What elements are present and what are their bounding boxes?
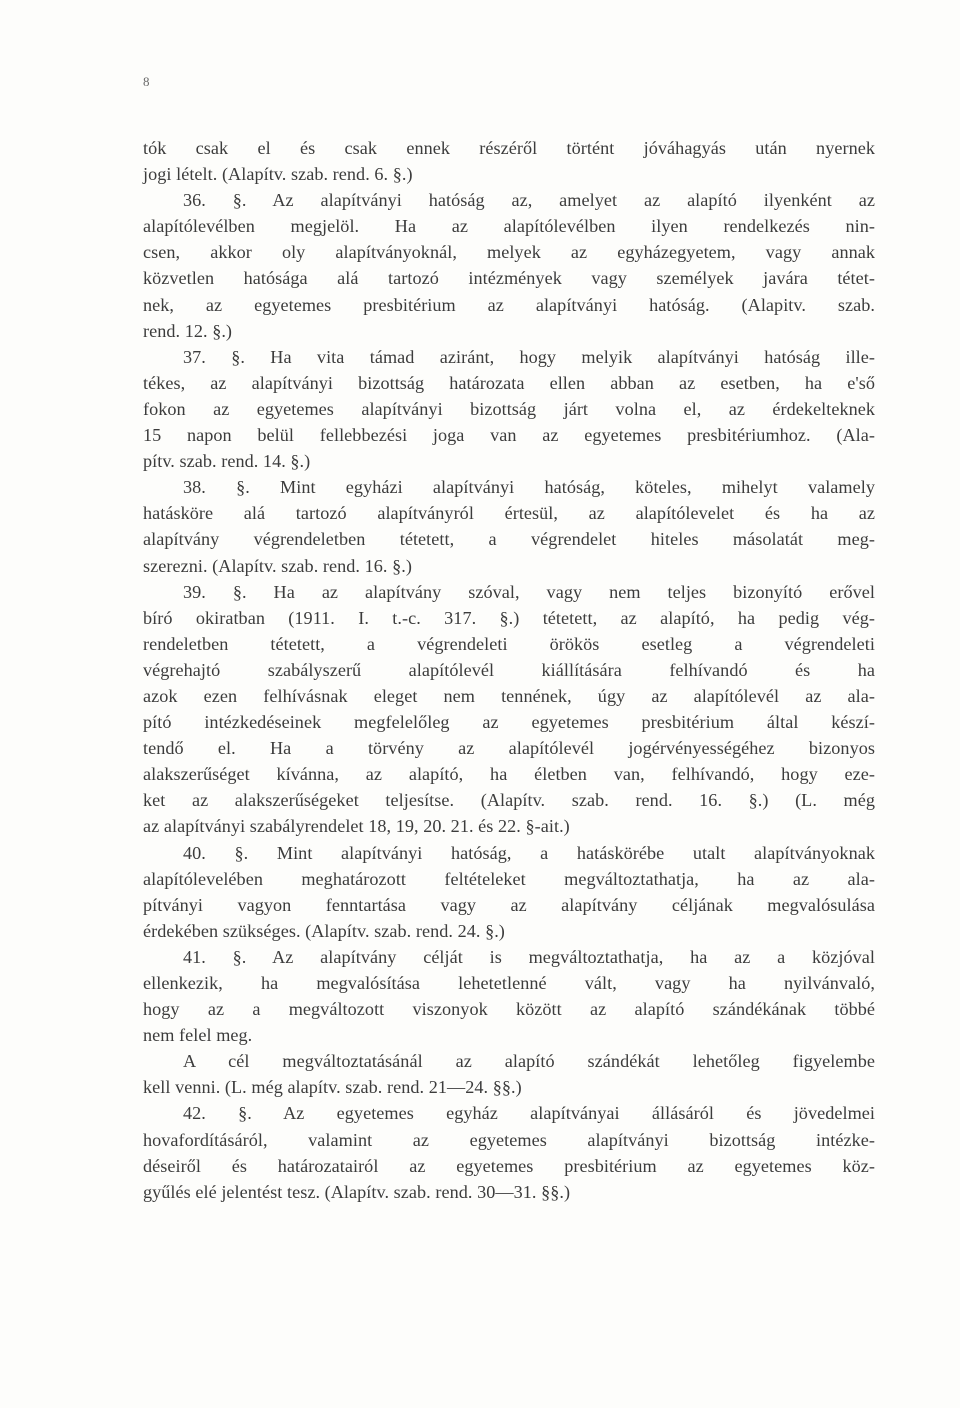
text-line: pítv. szab. rend. 14. §.) [143,451,311,472]
text-line: csen, akkor oly alapítványoknál, melyek az egyházegyetem, vagy annak [143,242,875,263]
text-line: A cél megváltoztatásánál az alapító szándékát lehetőleg figyelembe [183,1051,875,1072]
text-line: pító intézkedéseinek megfelelőleg az egyetemes presbitérium által készí- [143,712,875,733]
text-line: hatásköre alá tartozó alapítványról értesül, az alapítólevelet és ha az [143,503,875,524]
text-line: rendeletben tétetett, a végrendeleti örökös esetleg a végrendeleti [143,633,875,654]
text-line: 37. §. Ha vita támad aziránt, hogy melyik alapítványi hatóság ille- [183,346,875,367]
text-line: jogi lételt. (Alapítv. szab. rend. 6. §.) [143,164,413,185]
text-line: alapítólevélben megjelöl. Ha az alapítólevélben ilyen rendelkezés nin- [143,216,875,237]
text-line: azok ezen felhívásnak eleget nem tennének, úgy az alapítólevél az ala- [143,685,875,706]
text-line: szerezni. (Alapítv. szab. rend. 16. §.) [143,555,412,576]
text-line: 41. §. Az alapítvány célját is megváltoztathatja, ha az a közjóval [183,946,875,967]
text-line: alapítólevelében meghatározott feltételeket megváltoztathatja, ha az ala- [143,868,875,889]
text-line: nek, az egyetemes presbitérium az alapítványi hatóság. (Alapitv. szab. [143,294,875,315]
text-line: 36. §. Az alapítványi hatóság az, amelyet az alapító ilyenként az [183,190,875,211]
text-line: 42. §. Az egyetemes egyház alapítványai állásáról és jövedelmei [183,1103,875,1124]
text-line: nem felel meg. [143,1025,253,1046]
text-line: alapítvány végrendeletben tétetett, a végrendelet hiteles másolatát meg- [143,529,875,550]
text-line: rend. 12. §.) [143,320,233,341]
text-line: alakszerűséget kívánna, az alapító, ha életben van, felhívandó, hogy eze- [143,764,875,785]
text-line: hovafordításáról, valamint az egyetemes alapítványi bizottság intézke- [143,1129,875,1150]
text-line: ellenkezik, ha megvalósítása lehetetlenné vált, vagy ha nyilvánvaló, [143,973,875,993]
text-line: 39. §. Ha az alapítvány szóval, vagy nem teljes bizonyító erővel [183,581,875,602]
text-line: érdekében szükséges. (Alapítv. szab. rend. 24. §.) [143,920,505,941]
text-line: kell venni. (L. még alapítv. szab. rend. 21—24. §§.) [143,1077,522,1098]
body-text [143,135,875,1205]
text-line: gyűlés elé jelentést tesz. (Alapítv. szab. rend. 30—31. §§.) [143,1181,571,1202]
text-line: végrehajtó szabályszerű alapítólevél kiállítására felhívandó és ha [143,659,875,680]
text-line: fokon az egyetemes alapítványi bizottság járt volna el, az érdekelteknek [143,398,875,419]
page-mark: 8 [143,74,150,89]
text-line: 38. §. Mint egyházi alapítványi hatóság, köteles, mihelyt valamely [183,477,875,498]
text-line: tók csak el és csak ennek részéről történt jóváhagyás után nyernek [143,138,875,158]
text-line: az alapítványi szabályrendelet 18, 19, 20. 21. és 22. §-ait.) [143,816,570,837]
text-line: pítványi vagyon fenntartása vagy az alapítvány céljának megvalósulása [143,894,875,915]
text-line: déseiről és határozatairól az egyetemes presbitérium az egyetemes köz- [143,1155,875,1176]
text-line: bíró okiratban (1911. I. t.-c. 317. §.) tétetett, az alapító, ha pedig vég- [143,607,875,628]
text-line: 15 napon belül fellebbezési joga van az egyetemes presbitériumhoz. (Ala- [143,425,875,446]
text-line: 40. §. Mint alapítványi hatóság, a hatáskörébe utalt alapítványoknak [183,842,875,863]
text-line: tékes, az alapítványi bizottság határozata ellen abban az esetben, ha e'ső [143,372,875,393]
text-line: közvetlen hatósága alá tartozó intézmények vagy személyek javára tétet- [143,268,875,289]
text-line: ket az alakszerűségeket teljesítse. (Alapítv. szab. rend. 16. §.) (L. még [143,790,875,811]
text-line: tendő el. Ha a törvény az alapítólevél jogérvényességéhez bizonyos [143,738,875,759]
text-line: hogy az a megváltozott viszonyok között az alapító szándékának többé [143,999,875,1020]
